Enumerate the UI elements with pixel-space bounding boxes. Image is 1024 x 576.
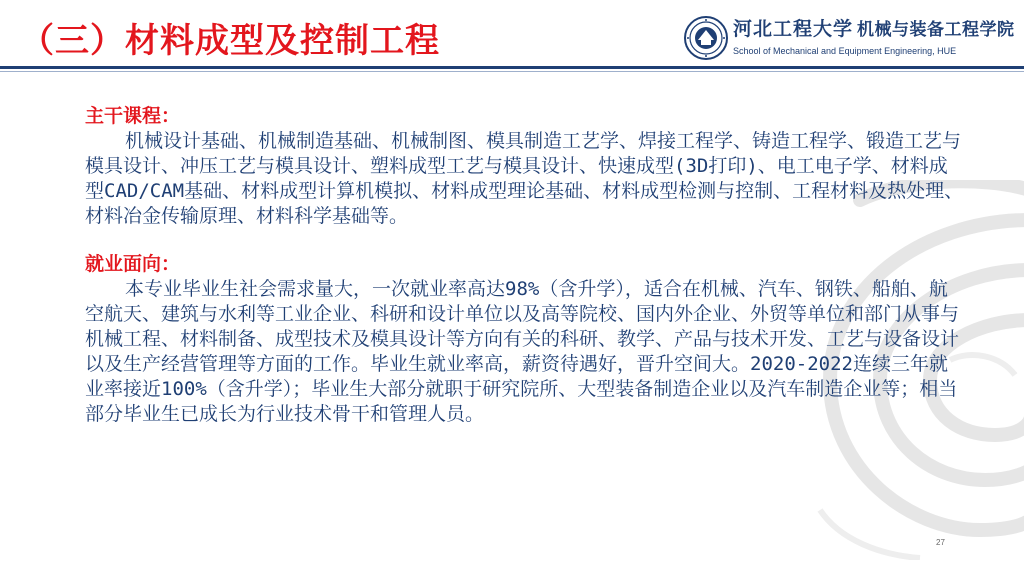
university-name: 河北工程大学: [733, 18, 854, 40]
university-emblem-icon: [684, 16, 728, 60]
school-name-english: School of Mechanical and Equipment Engineering, HUE: [733, 46, 957, 56]
school-name: 机械与装备工程学院: [857, 20, 1015, 40]
courses-heading: 主干课程：: [85, 105, 181, 127]
page-number: 27: [936, 538, 945, 547]
header-divider: [0, 66, 1024, 69]
page-title: （三）材料成型及控制工程: [20, 21, 440, 61]
employment-heading: 就业面向：: [85, 253, 181, 275]
section-spacer: [85, 229, 965, 252]
employment-text: 本专业毕业生社会需求量大，一次就业率高达98%（含升学），适合在机械、汽车、钢铁、船舶、航空航天、建筑与水利等工业企业、科研和设计单位以及高等院校、国内外企业、外贸等单位和部门从事与机械工程、材料制备、成型技术及模具设计等方向有关的科研、教学、产品与技术开发、工艺与设备设计以及生产经营管理等方面的工作。毕业生就业率高，薪资待遇好，晋升空间大。2020-2022连续三年就业率接近100%（含升学）；毕业生大部分就职于研究院所、大型装备制造企业以及汽车制造企业等；相当部分毕业生已成长为行业技术骨干和管理人员。: [85, 278, 960, 425]
university-logo: [684, 14, 1024, 64]
header-divider-thin: [0, 71, 1024, 72]
university-logo-text: [733, 16, 1023, 57]
main-content: [85, 104, 965, 427]
courses-text: 机械设计基础、机械制造基础、机械制图、模具制造工艺学、焊接工程学、铸造工程学、锻造工艺与模具设计、冲压工艺与模具设计、塑料成型工艺与模具设计、快速成型(3D打印)、电工电子学、材料成型CAD/CAM基础、材料成型计算机模拟、材料成型理论基础、材料成型检测与控制、工程材料及热处理、材料冶金传输原理、材料科学基础等。: [85, 130, 964, 227]
